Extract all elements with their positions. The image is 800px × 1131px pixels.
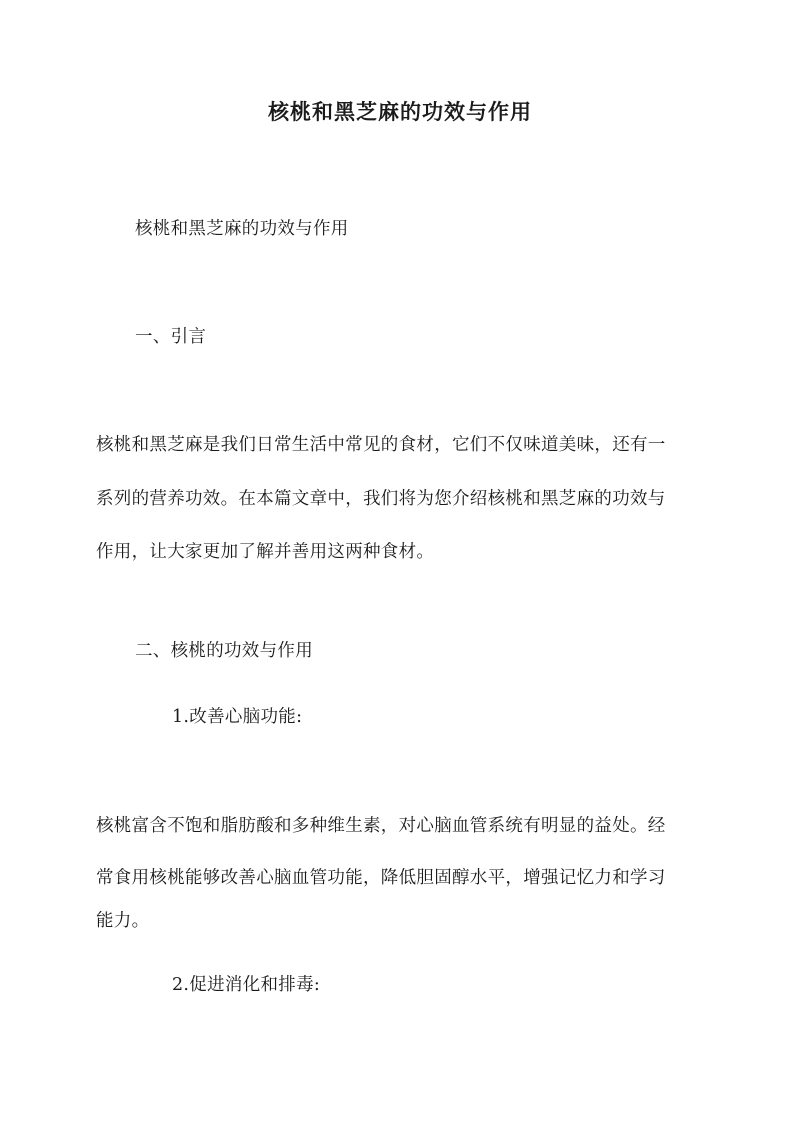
item1-paragraph-line: 常食用核桃能够改善心脑血管功能，降低胆固醇水平，增强记忆力和学习 bbox=[96, 868, 666, 888]
document-title: 核桃和黑芝麻的功效与作用 bbox=[268, 99, 532, 124]
intro-paragraph-line: 系列的营养功效。在本篇文章中，我们将为您介绍核桃和黑芝麻的功效与 bbox=[96, 489, 666, 509]
item-heading-digestion: 2.促进消化和排毒: bbox=[172, 975, 321, 995]
intro-paragraph-line: 核桃和黑芝麻是我们日常生活中常见的食材，它们不仅味道美味，还有一 bbox=[96, 435, 666, 455]
item1-paragraph-line: 核桃富含不饱和脂肪酸和多种维生素，对心脑血管系统有明显的益处。经 bbox=[96, 816, 666, 836]
section-heading-walnut: 二、核桃的功效与作用 bbox=[135, 641, 313, 661]
item-heading-heart-brain: 1.改善心脑功能: bbox=[172, 707, 303, 727]
document-subtitle: 核桃和黑芝麻的功效与作用 bbox=[135, 219, 349, 239]
intro-paragraph-line: 作用，让大家更加了解并善用这两种食材。 bbox=[96, 542, 435, 562]
section-heading-intro: 一、引言 bbox=[135, 327, 207, 347]
item1-paragraph-line: 能力。 bbox=[96, 911, 150, 931]
